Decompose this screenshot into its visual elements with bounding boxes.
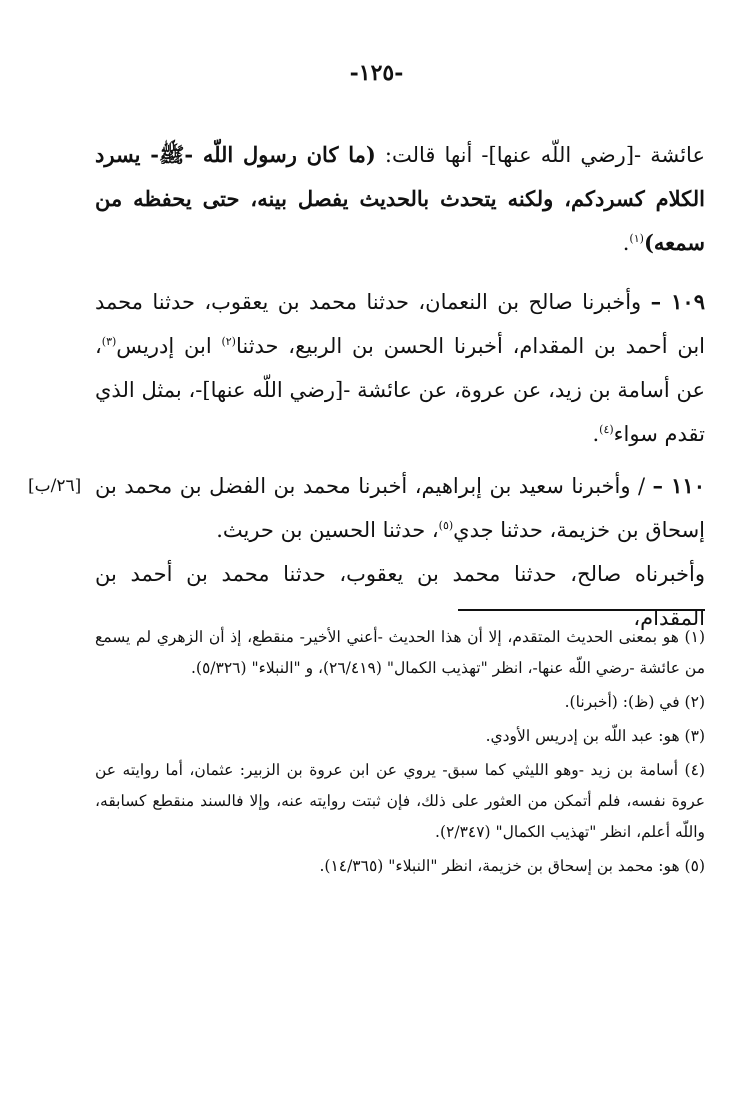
page-number: -١٢٥-	[349, 60, 404, 86]
hadith-110-text-b: ، حدثنا الحسين بن حريث.	[216, 518, 439, 542]
paragraph-end: .	[622, 231, 630, 255]
footnote-ref-5: (٥)	[438, 519, 454, 532]
footnote-3: (٣) هو: عبد اللّه بن إدريس الأودي.	[485, 727, 705, 745]
hadith-109-text-a: وأخبرنا صالح بن النعمان، حدثنا محمد بن يعقوب، حدثنا محمد ابن أحمد بن المقدام، أخبرنا الحسن بن الربيع، حدثنا	[95, 290, 706, 358]
footnote-ref-3: (٣)	[101, 335, 117, 348]
footnote-separator	[458, 609, 705, 611]
footnote-ref-1: (١)	[629, 232, 644, 245]
hadith-quote: (ما كان رسول اللّه -ﷺ- يسرد الكلام كسردكم، ولكنه يتحدث بالحديث يفصل بينه، حتى يحفظه من سمعه)	[95, 142, 705, 255]
footnote-1: (١) هو بمعنى الحديث المتقدم، إلا أن هذا الحديث -أعني الأخير- منقطع، إذ أن الزهري لم يسمع من عائشة -رضي اللّه عنها-، انظر "تهذيب الكمال" (٢٦/٤١٩)، و "النبلاء" (٥/٣٢٦).	[95, 628, 705, 677]
footnote-ref-2: (٢)	[221, 335, 236, 348]
hadith-110	[95, 464, 705, 552]
hadith-110-text-a: / وأخبرنا سعيد بن إبراهيم، أخبرنا محمد بن الفضل بن محمد بن إسحاق بن خزيمة، حدثنا جدي	[95, 474, 705, 542]
hadith-109-end: .	[592, 422, 600, 446]
paragraph-continuation: وأخبرناه صالح، حدثنا محمد بن يعقوب، حدثنا محمد بن أحمد بن المقدام،	[95, 562, 705, 630]
footnote-2: (٢) في (ظ): (أخبرنا).	[564, 693, 705, 711]
paragraph-prefix: عائشة -[رضي اللّه عنها]- أنها قالت:	[375, 143, 705, 167]
footnote-4: (٤) أسامة بن زيد -وهو الليثي كما سبق- يروي عن ابن عروة بن الزبير: عثمان، أما روايته عن عروة نفسه، فلم أتمكن من العثور على ذلك، فإن ثبتت روايته عنه، وإلا فالسند منقطع كسابقه، واللّه أعلم، انظر "تهذيب الكمال" (٢/٣٤٧).	[95, 761, 705, 841]
paragraph-hadith-109	[95, 280, 705, 456]
hadith-number-110: ١١٠ –	[652, 473, 705, 498]
paragraph-aisha-hadith	[95, 133, 705, 265]
footnote-5: (٥) هو: محمد بن إسحاق بن خزيمة، انظر "النبلاء" (١٤/٣٦٥).	[319, 857, 705, 875]
paragraph-hadith-110	[95, 464, 705, 640]
hadith-number-109: ١٠٩ –	[650, 289, 705, 314]
manuscript-margin-reference: [٢٦/ب]	[28, 476, 82, 496]
hadith-109-text-b: ابن إدريس	[116, 334, 222, 358]
footnotes	[95, 622, 705, 882]
hadith-109-text-c: ، عن أسامة بن زيد، عن عروة، عن عائشة -[رضي اللّه عنها]-، بمثل الذي تقدم سواء	[95, 334, 705, 446]
footnote-ref-4: (٤)	[599, 423, 614, 436]
